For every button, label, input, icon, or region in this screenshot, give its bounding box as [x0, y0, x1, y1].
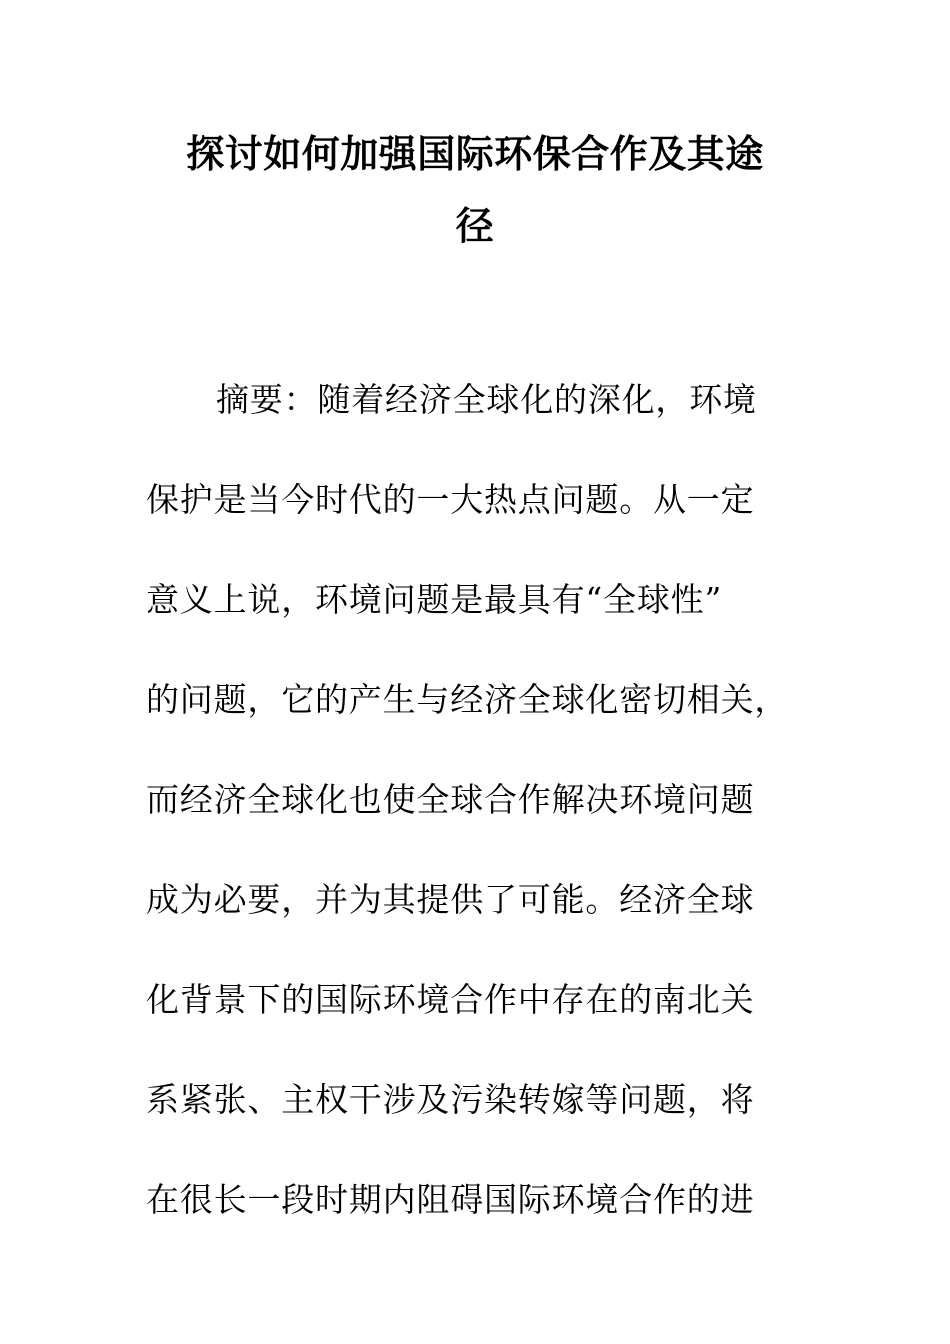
paragraph-line: 意义上说，环境问题是最具有“全球性” [146, 580, 723, 619]
title-line-2: 径 [455, 204, 495, 248]
paragraph-line: 在很长一段时期内阻碍国际环境合作的进 [146, 1180, 755, 1219]
document-title [145, 118, 805, 262]
paragraph-line: 化背景下的国际环境合作中存在的南北关 [146, 980, 755, 1019]
paragraph-line: 的问题，它的产生与经济全球化密切相关， [146, 680, 789, 719]
paragraph-line: 成为必要，并为其提供了可能。经济全球 [146, 880, 755, 919]
title-line-1: 探讨如何加强国际环保合作及其途 [186, 132, 764, 176]
paragraph-line: 摘要：随着经济全球化的深化，环境 [216, 380, 757, 419]
paragraph-line: 而经济全球化也使全球合作解决环境问题 [146, 780, 755, 819]
paragraph-line: 保护是当今时代的一大热点问题。从一定 [146, 480, 755, 519]
paragraph-line: 系紧张、主权干涉及污染转嫁等问题，将 [146, 1080, 755, 1119]
abstract-paragraph [146, 364, 796, 1264]
